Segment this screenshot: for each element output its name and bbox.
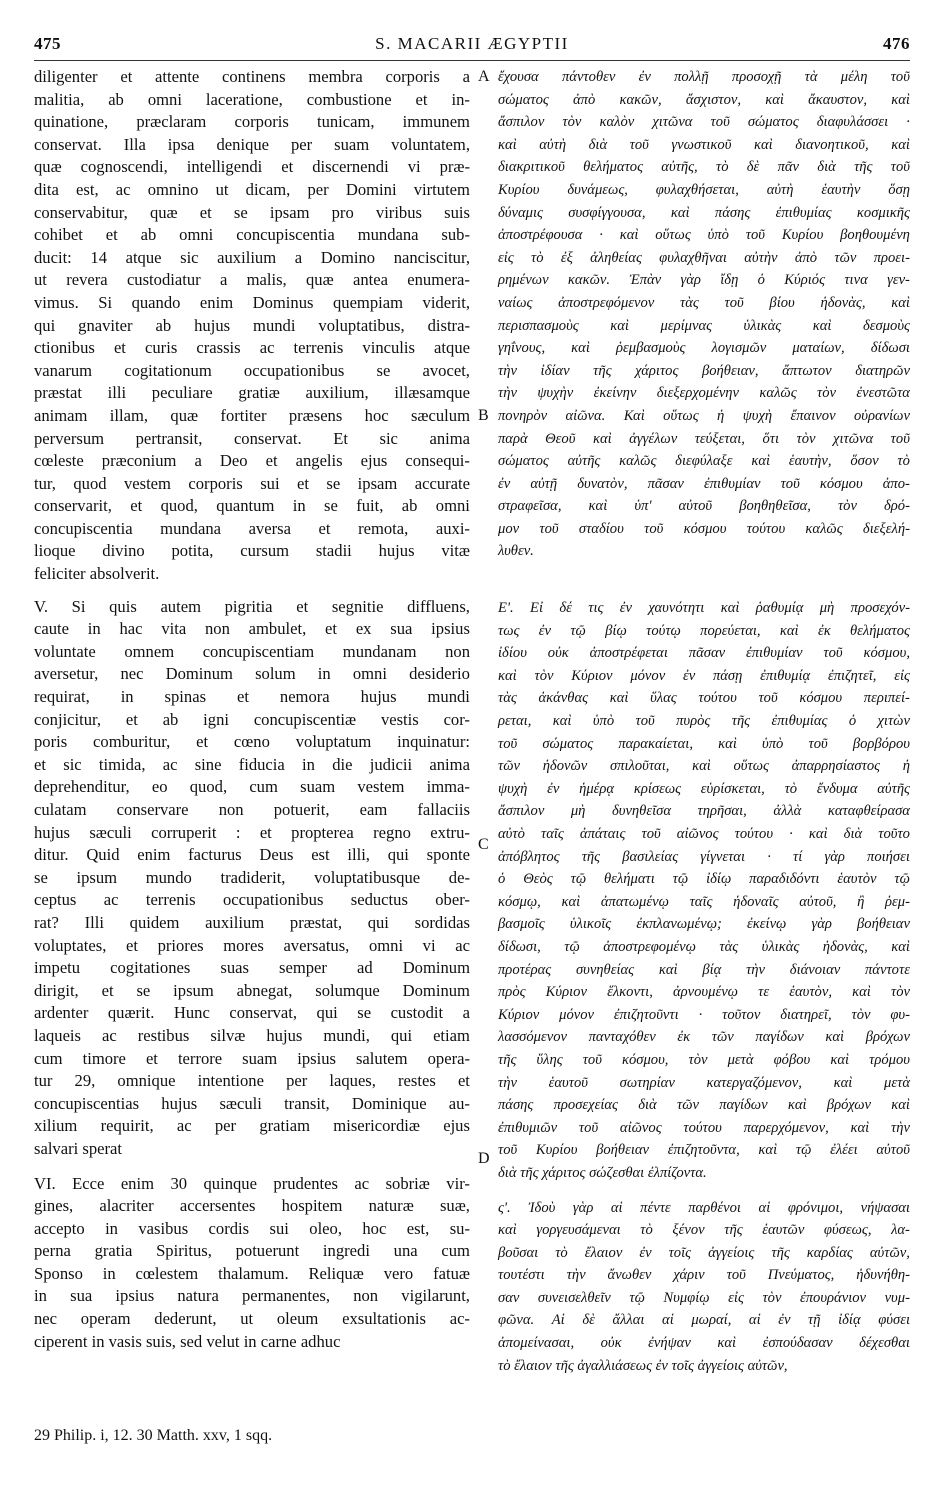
greek-line: αὐτὸ ταῖς ἀπάταις τοῦ αἰῶνος τούτου · καὶ διὰ τοῦτο: [498, 826, 910, 842]
latin-line: culatam conservare non potuerit, eam fallaciis: [34, 800, 470, 819]
latin-line: ceptus ac terrenis occupationibus seductus ober-: [34, 890, 470, 910]
greek-line: ἄσπιλον τὸν καλὸν χιτῶνα τοῦ σώματος διαφυλάσσει ·: [498, 114, 910, 131]
greek-line: πάσης προσεχείας διὰ τῶν παγίδων καὶ βρόχων καὶ: [498, 1097, 910, 1114]
greek-line: ἐν αὐτῇ δυνατὸν, πᾶσαν ἐπιθυμίαν τοῦ κόσμου ἀπο-: [498, 475, 910, 492]
latin-line: perna gratia Spiritus, potuerunt ingredi una cum: [34, 1241, 470, 1261]
greek-line: ναίως ἀποστρεφόμενον τὰς τοῦ βίου ἡδονὰς, καὶ: [498, 294, 910, 311]
latin-line: caute in hac vita non ambulet, et ex sua ipsius: [34, 619, 470, 639]
greek-line: τοῦ Κυρίου βοήθειαν ἐπιζητοῦντα, καὶ τῷ ἐλέει αὐτοῦ: [498, 1142, 910, 1159]
latin-line: diligenter et attente continens membra corporis a: [34, 67, 470, 86]
latin-line: præstat illi peculiare gratiæ auxilium, illæsamque: [34, 383, 470, 403]
latin-line: salvari sperat: [34, 1138, 123, 1158]
latin-line: qui gnaviter ab hujus mundi voluptatibus, distra-: [34, 315, 470, 335]
greek-line: τῶν ἡδονῶν σπιλοῦται, καὶ οὕτως ἀπαρρησίαστος ἡ: [498, 758, 910, 775]
greek-line: Κύριον μόνον ἐπιζητοῦντι · τοῦτον διατηρεῖ, τὸν φυ-: [498, 1006, 910, 1023]
latin-line: vimus. Si quando enim Dominus quempiam viderit,: [34, 292, 470, 312]
greek-line: περισπασμοὺς καὶ μερίμνας ὑλικὰς καὶ δεσμοὺς: [498, 317, 910, 334]
greek-line: τὴν ἰδίαν τῆς χάριτος βοήθειαν, ἄπτωτον διατηρῶν: [498, 362, 910, 379]
greek-line: σαν συνεισελθεῖν τῷ Νυμφίῳ εἰς τὸν ἐπουράνιον νυμ-: [498, 1289, 910, 1306]
greek-line: βοῦσαι τὸ ἔλαιον ἐν τοῖς ἀγγείοις τῆς καρδίας αὐτῶν,: [498, 1244, 910, 1261]
greek-column: [498, 66, 910, 1377]
latin-line: in sua ipsius natura permanentes, non vigilarunt,: [34, 1286, 470, 1306]
latin-line: rat? Illi quidem auxilium præstat, qui sordidas: [34, 912, 470, 932]
latin-line: voluptates, et priores mores aversatus, omni vi ac: [34, 935, 470, 955]
latin-column: [34, 66, 470, 1353]
margin-marker-d: D: [478, 1150, 490, 1167]
latin-line: dita est, ac omnino ut dicam, per Domini virtutem: [34, 179, 470, 199]
greek-line: τοῦ σώματος παρακαίεται, καὶ ὑπὸ τοῦ βορβόρου: [498, 735, 910, 752]
latin-line: et sic timida, ac sine fiducia in die judicii anima: [34, 754, 470, 774]
latin-line: cohibet et ab omni concupiscentia mundana sub-: [34, 225, 470, 245]
latin-line: VI. Ecce enim 30 quinque prudentes ac sobriæ vir-: [34, 1173, 470, 1193]
latin-line: V. Si quis autem pigritia et segnitie diffluens,: [34, 596, 470, 616]
greek-line: παρὰ Θεοῦ καὶ ἀγγέλων τεύξεται, ὅτι τὸν χιτῶνα τοῦ: [498, 430, 910, 447]
latin-line: perversum pertransit, conservat. Et sic anima: [34, 428, 470, 448]
greek-line: τὸ ἔλαιον τῆς ἀγαλλιάσεως ἐν τοῖς ἀγγείοις αὐτῶν,: [498, 1357, 788, 1374]
latin-line: gines, alacriter accersentes hospitem naturæ suæ,: [34, 1196, 470, 1216]
latin-line: ducit: 14 atque sic auxilium a Domino nanciscitur,: [34, 247, 470, 267]
greek-line: ἀποστρέφουσα · καὶ οὕτως ὑπὸ τοῦ Κυρίου βοηθουμένη: [498, 227, 910, 244]
latin-line: accepto in vasibus cordis sui oleo, hoc est, su-: [34, 1218, 470, 1238]
latin-line: cœleste præconium a Deo et angelis ejus consequi-: [34, 451, 470, 471]
latin-line: tur 29, omnique intentione per laques, restes et: [34, 1071, 470, 1091]
latin-line: poris comburitur, et cœno voluptatum inquinatur:: [34, 732, 470, 752]
latin-line: lioque divino potita, cursum stadii hujus vitæ: [34, 541, 470, 561]
left-page-number: 475: [34, 34, 61, 53]
greek-line: τῆς ὕλης τοῦ κόσμου, τὸν μετὰ φόβου καὶ τρόμου: [498, 1051, 910, 1068]
latin-line: requirat, in spinas et nemora hujus mundi: [34, 687, 470, 707]
margin-marker-c: C: [478, 836, 489, 853]
latin-line: ardenter quærit. Hunc conservat, qui se custodit a: [34, 1003, 470, 1023]
greek-line: δύναμις συσφίγγουσα, καὶ πάσης ἐπιθυμίας κοσμικῆς: [498, 204, 910, 221]
greek-line: ἀπομείνασαι, οὐκ ἐνήψαν καὶ ἐσπούδασαν δέχεσθαι: [498, 1335, 910, 1352]
right-page-number: 476: [883, 34, 910, 53]
latin-line: deprehenditur, eo quod, cum suam vestem imma-: [34, 777, 470, 797]
latin-line: voluntate omnem concupiscentiam mundanam non: [34, 641, 470, 661]
latin-line: se ipsum mundo tradiderit, voluptatibusque de-: [34, 867, 470, 887]
header-rule: [34, 60, 910, 61]
greek-line: βασμοῖς ὑλικοῖς ἐκπλανωμένῳ; ἐκείνῳ γὰρ βοήθειαν: [498, 916, 910, 933]
paragraph-gap: [34, 1161, 470, 1173]
latin-line: malitia, ab omni laceratione, combustione et in-: [34, 89, 470, 109]
greek-line: μον τοῦ σταδίου τοῦ κόσμου τούτου καλῶς διεξελή-: [498, 520, 910, 537]
greek-line: προτέρας συνηθείας καὶ βίᾳ τὴν διάνοιαν πάντοτε: [498, 961, 910, 978]
latin-line: quinatione, præclaram corporis tunicam, immunem: [34, 112, 470, 132]
latin-line: conjicitur, et ab igni concupiscentiæ vestis cor-: [34, 709, 470, 729]
latin-line: conservat. Illa ipsa denique per suam voluntatem,: [34, 134, 470, 154]
greek-line: ἐπιθυμιῶν τοῦ αἰῶνος τούτου παρερχόμενον, καὶ τὴν: [498, 1119, 910, 1136]
latin-line: vanarum cogitationum occupationibus se avocet,: [34, 360, 470, 380]
greek-line: ς'. Ἰδοὺ γὰρ αἱ πέντε παρθένοι αἱ φρόνιμοι, νήψασαι: [498, 1199, 910, 1216]
latin-line: hujus sæculi corruperit : et propterea regno extru-: [34, 822, 470, 842]
greek-line: λυθεν.: [498, 543, 534, 560]
latin-line: ctionibus et curis crassis ac terrenis vinculis atque: [34, 338, 470, 358]
latin-line: concupiscentia mundana aversa et remota, auxi-: [34, 518, 470, 538]
margin-marker-a: A: [478, 68, 490, 85]
greek-line: καὶ αὐτὴ διὰ τοῦ γνωστικοῦ καὶ διανοητικοῦ, καὶ: [498, 136, 910, 153]
footnotes: 29 Philip. i, 12. 30 Matth. xxv, 1 sqq.: [34, 1427, 273, 1444]
greek-line: ἰδίου οὐκ ἀποστρέφεται πᾶσαν ἐπιθυμίαν τοῦ κόσμου,: [498, 645, 910, 662]
latin-line: ciperent in vasis suis, sed velut in carne adhuc: [34, 1331, 341, 1351]
greek-line: διακριτικοῦ θελήματος αὐτῆς, τὸ δὲ πᾶν διὰ τῆς τοῦ: [498, 159, 910, 176]
greek-line: ὁ Θεὸς τῷ θελήματι τῷ ἰδίῳ παραδιδόντι ἑαυτὸν τῷ: [498, 871, 910, 888]
greek-line: ψυχὴ ἐν ἡμέρᾳ κρίσεως εὑρίσκεται, τὸ ἔνδυμα αὐτῆς: [498, 780, 910, 797]
greek-line: σώματος ἀπὸ κακῶν, ἄσχιστον, καὶ ἄκαυστον, καὶ: [498, 91, 910, 108]
greek-line: τως ἐν τῷ βίῳ τούτῳ πορεύεται, καὶ ἐκ θελήματος: [498, 622, 910, 639]
greek-line: σώματος αὐτῆς καλῶς διεφύλαξε καὶ ἑαυτὴν, ὅσον τὸ: [498, 453, 910, 470]
greek-line: εἰς τὸ ἐξ ἀληθείας φυλαχθῆναι αὐτὴν ἀπὸ τῶν προει-: [498, 249, 910, 266]
greek-line: κόσμῳ, καὶ ἀπατωμένῳ ταῖς ἡδοναῖς αὐτοῦ, ἢ ῥεμ-: [498, 893, 910, 910]
paragraph-gap: [34, 586, 470, 596]
greek-line: ἀπόβλητος τῆς βασιλείας γίγνεται · τί γὰρ ποιήσει: [498, 848, 910, 865]
greek-line: καὶ τὸν Κύριον μόνον ἐν πάσῃ ἐπιθυμίᾳ ἐπιζητεῖ, εἰς: [498, 667, 910, 684]
latin-line: conservabitur, quæ et se ipsam pro viribus suis: [34, 202, 470, 222]
greek-line: ρεται, καὶ ὑπὸ τοῦ πυρὸς τῆς ἐπιθυμίας ὁ χιτὼν: [498, 713, 910, 730]
page-header: [34, 34, 910, 58]
latin-line: quæ cognoscendi, intelligendi et discernendi vi præ-: [34, 157, 470, 177]
latin-line: aversetur, nec Dominum solum in omni desiderio: [34, 664, 470, 684]
greek-line: διὰ τῆς χάριτος σώζεσθαι ἐλπίζοντα.: [498, 1164, 707, 1181]
latin-line: tur, quod vestem corporis sui et se ipsam accurate: [34, 473, 470, 493]
latin-line: feliciter absolverit.: [34, 564, 160, 584]
latin-line: Sponso in cœlestem thalamum. Reliquæ vero fatuæ: [34, 1263, 470, 1283]
latin-line: nec operam dederunt, ut oleum exsultationis ac-: [34, 1309, 470, 1329]
latin-line: concupiscentias hujus sæculi transit, Dominique au-: [34, 1093, 470, 1113]
greek-line: φῶνα. Αἱ δὲ ἄλλαι αἱ μωραί, αἱ ἐν τῇ ἰδίᾳ φύσει: [498, 1312, 910, 1329]
latin-line: impetu cogitationes suas semper ad Dominum: [34, 958, 470, 978]
greek-line: Ε'. Εἰ δέ τις ἐν χαυνότητι καὶ ῥαθυμίᾳ μὴ προσεχόν-: [498, 600, 910, 617]
greek-line: ἔχουσα πάντοθεν ἐν πολλῇ προσοχῇ τὰ μέλη τοῦ: [498, 69, 910, 85]
paragraph-gap: [498, 563, 910, 597]
greek-line: τὴν ἑαυτοῦ σωτηρίαν κατεργαζόμενον, καὶ μετὰ: [498, 1074, 910, 1091]
latin-line: cum timore et terrore suam ipsius salutem opera-: [34, 1048, 470, 1068]
greek-line: τὴν ψυχὴν ἐκείνην διεξερχομένην καλῶς τὸν ἐνεστῶτα: [498, 385, 910, 402]
running-title: S. MACARII ÆGYPTII: [375, 34, 569, 53]
margin-marker-b: B: [478, 407, 489, 424]
greek-line: καὶ γοργευσάμεναι τὸ ξένον τῆς ἑαυτῶν φύσεως, λα-: [498, 1222, 910, 1239]
latin-line: xilium requirit, ac per gratiam misericordiæ ejus: [34, 1116, 470, 1136]
greek-line: λασσόμενον πανταχόθεν ἐκ τῶν παγίδων καὶ βρόχων: [498, 1029, 910, 1046]
greek-line: πρὸς Κύριον ἕλκοντι, ἀρνουμένῳ τε ἑαυτὸν, καὶ τὸν: [498, 984, 910, 1001]
latin-line: ditur. Quid enim facturus Deus est illi, qui sponte: [34, 845, 470, 865]
paragraph-gap: [498, 1185, 910, 1197]
latin-line: ut revera custodiatur a malis, quæ antea enumera-: [34, 270, 470, 290]
greek-line: πονηρὸν αἰῶνα. Καὶ οὕτως ἡ ψυχὴ ἔπαινον οὐρανίων: [498, 407, 910, 424]
latin-line: animam illam, quæ fortiter præsens hoc sæculum: [34, 405, 470, 425]
latin-line: conservarit, et quod, quantum in se fuit, ab omni: [34, 496, 470, 516]
latin-line: laqueis ac restibus silvæ hujus mundi, qui etiam: [34, 1025, 470, 1045]
latin-line: dirigit, et se ipsum abnegat, solumque Dominum: [34, 980, 470, 1000]
greek-line: γηΐνους, καὶ ῥεμβασμοὺς λογισμῶν ματαίων, δίδωσι: [498, 340, 910, 357]
greek-line: Κυρίου δυνάμεως, φυλαχθήσεται, αὐτὴ ἑαυτὴν ὅσῃ: [498, 181, 910, 198]
greek-line: ἄσπιλον μὴ δυνηθεῖσα τηρῆσαι, ἀλλὰ καταφθείρασα: [498, 803, 910, 820]
greek-line: δίδωσι, τῷ ἀποστρεφομένῳ τὰς ὑλικὰς ἡδονὰς, καὶ: [498, 938, 910, 955]
greek-line: ρημένων κακῶν. Ἐπὰν γὰρ ἴδῃ ὁ Κύριός τινα γεν-: [498, 272, 910, 289]
greek-line: τὰς ἀκάνθας καὶ ὕλας τούτου τοῦ κόσμου περιπεί-: [498, 690, 910, 707]
greek-line: στραφεῖσα, καὶ ὑπ' αὐτοῦ βοηθηθεῖσα, τὸν δρό-: [498, 498, 910, 515]
greek-line: τουτέστι τὴν ἄνωθεν χάριν τοῦ Πνεύματος, ἠδυνήθη-: [498, 1267, 910, 1284]
